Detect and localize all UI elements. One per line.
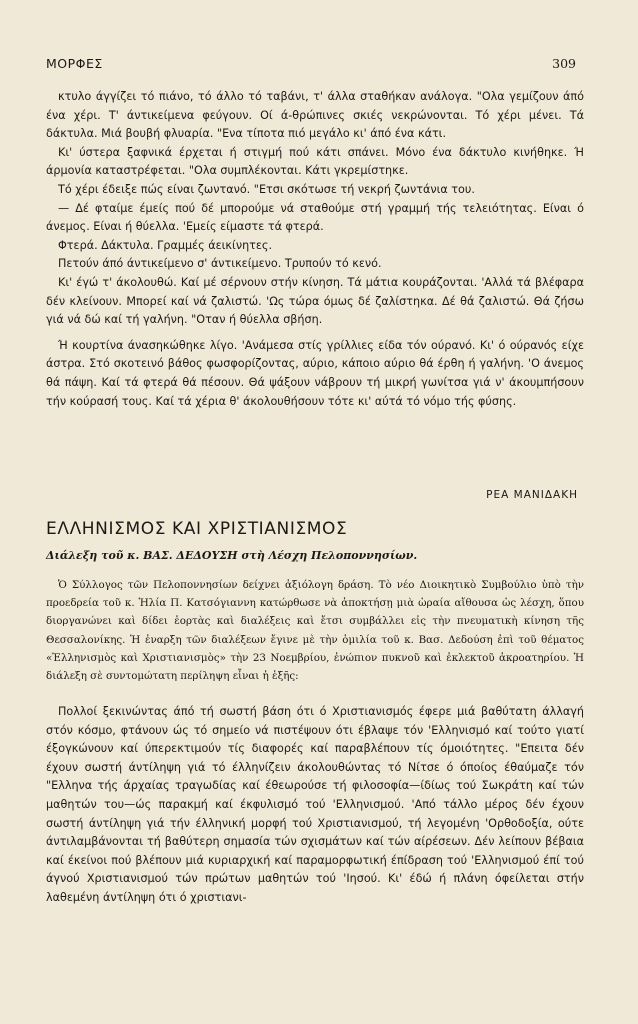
page-number: 309 bbox=[552, 56, 576, 71]
running-head: ΜΟΡΦΕΣ bbox=[46, 56, 103, 71]
poem-paragraph: Πετούν άπό άντικείμενο σ' άντικείμενο. Τρυπούν τό κενό. bbox=[58, 257, 382, 271]
intro-paragraph: Ὁ Σύλλογος τῶν Πελοποννησίων δείχνει ἀξιόλογη δράση. Τὸ νέο Διοικητικὸ Συμβούλιο ὑπὸ τὴν προεδρεία τοῦ κ. Ἠλία Π. Κατσόγιαννη κατώρθωσε νὰ ἀποκτήσῃ μιὰ ὡραία αἴθουσα ὡς λέσχη, ὅπου διοργανώνει καὶ δίδει ἑορτὰς καὶ διαλέξεις καὶ ἔτσι συμβάλλει εἰς τὴν πνευματικὴ κίνηση τῆς Θεσσαλονίκης. Ἡ ἐναρξη τῶν διαλέξεων ἔγινε μὲ τὴν ὁμιλία τοῦ κ. Βασ. Δεδούση ἐπὶ τοῦ θέματος «Ἑλληνισμὸς καὶ Χριστιανισμὸς» τὴν 23 Νοεμβρίου, ἐνώπιον πυκνοῦ καὶ ἐκλεκτοῦ ἀκροατηρίου. Ἡ διάλεξη σὲ συντομώτατη περίληψη εἶναι ἡ ἑξῆς: bbox=[46, 579, 584, 683]
article-intro bbox=[46, 576, 584, 685]
poem-paragraph: Κι' έγώ τ' άκολουθώ. Καί μέ σέρνουν στήν κίνηση. Τά μάτια κουράζονται. 'Αλλά τά βλέφαρα δέν κλείνουν. Μπορεί καί νά ζαλιστώ. 'Ως τώρα όμως δέ ζαλίστηκα. Δέ θά ζαλιστώ. Θά ζήσω γιά νά δώ καί τή γαλήνη. "Οταν ή θύελλα σβήση. bbox=[46, 275, 584, 327]
article-subtitle: Διάλεξη τοῦ κ. ΒΑΣ. ΔΕΔΟΥΣΗ στὴ Λέσχη Πελοποννησίων. bbox=[46, 549, 418, 562]
poem-paragraph: Κι' ύστερα ξαφνικά έρχεται ή στιγμή πού κάτι σπάνει. Μόνο ένα δάκτυλο κινήθηκε. Ή άρμονία καταστρέφεται. "Ολα συμπλέκονται. Κάτι γκρεμίστηκε. bbox=[46, 145, 584, 178]
poem-paragraph: κτυλο άγγίζει τό πιάνο, τό άλλο τό ταβάνι, τ' άλλα σταθήκαν ανάλογα. "Ολα γεμίζουν άπό ένα χέρι. Τ' άντικείμενα φεύγουν. Οί ά-θρώπινες σκιές νεκρώνονται. Τό χέρι μένει. Τά δάκτυλα. Μιά βουβή φλυαρία. "Ενα τίποτα πιό μεγάλο κι' άπό ένα κάτι. bbox=[46, 90, 584, 141]
author-signature: ΡΕΑ ΜΑΝΙΔΑΚΗ bbox=[486, 489, 578, 501]
poem-paragraph: Φτερά. Δάκτυλα. Γραμμές άεικίνητες. bbox=[58, 238, 273, 252]
poem-paragraph: Ή κουρτίνα άνασηκώθηκε λίγο. 'Ανάμεσα στίς γρίλλιες είδα τόν ούρανό. Κι' ό ούρανός είχε άστρα. Στό σκοτεινό βάθος φωσφορίζοντας, αύριο, κάποιο αύριο θά έρθη ή γαλήνη. 'Ο άνεμος θά πάψη. Καί τά φτερά θά πέσουν. Θά ψάξουν νάβρουν τή μικρή γωνίτσα γιά ν' άκουμπήσουν τήν κούρασή τους. Καί τά χέρια θ' άκολουθήσουν τότε κι' αύτά τό νόμο τής φύσης. bbox=[46, 338, 584, 408]
poem-paragraph: — Δέ φταίμε έμείς πού δέ μπορούμε νά σταθούμε στή γραμμή τής τελειότητας. Είναι ό άνεμος. Είναι ή θύελλα. 'Εμείς είμαστε τά φτερά. bbox=[46, 201, 584, 234]
article-title: ΕΛΛΗΝΙΣΜΟΣ ΚΑΙ ΧΡΙΣΤΙΑΝΙΣΜΟΣ bbox=[46, 519, 348, 539]
body-paragraph: Πολλοί ξεκινώντας άπό τή σωστή βάση ότι ό Χριστιανισμός έφερε μιά βαθύτατη άλλαγή στόν κόσμο, φτάνουν ώς τό σημείο νά πιστέψουν ότι έβλαψε τόν 'Ελληνισμό καί τούτο γιατί έξογκώνουν καί ύπερεκτιμούν τίς διαφορές καί παραβλέπουν τίς όμοιότητες. "Επειτα δέν έχουν σωστή άντίληψη γιά τό έλληνίζειν άκολουθώντας τό Νίτσε ό όποίος έθαύμαζε τόν "Ελληνα τής άρχαίας τραγωδίας καί έθεωρούσε τή φιλοσοφία—ίδίως τού Σωκράτη καί τών μαθητών του—ώς παρακμή καί έκφυλισμό τού 'Ελληνισμού. 'Από τάλλο μέρος δέν έχουν σωστή άντίληψη γιά τήν έλληνική μορφή τού Χριστιανισμού, τή λεγομένη 'Ορθοδοξία, ούτε άντιλαμβάνονται τή βαθύτερη σημασία τών σχισμάτων καί τών αίρέσεων. Δέν λείπουν βέβαια καί έκείνοι πού βλέπουν μιά κυριαρχική καί παραμορφωτική έπίδραση τού 'Ελληνισμού έπί τού άγνού Χριστιανισμού τών πρώτων μαθητών τού 'Ιησού. Κι' έδώ ή πλάνη όφείλεται στήν λαθεμένη άντίληψη ότι ό χριστιανι- bbox=[46, 705, 584, 904]
article-body bbox=[46, 703, 584, 908]
poem-paragraph: Τό χέρι έδειξε πώς είναι ζωντανό. "Ετσι σκότωσε τή νεκρή ζωντάνια του. bbox=[58, 182, 475, 196]
prose-poem bbox=[46, 88, 584, 411]
